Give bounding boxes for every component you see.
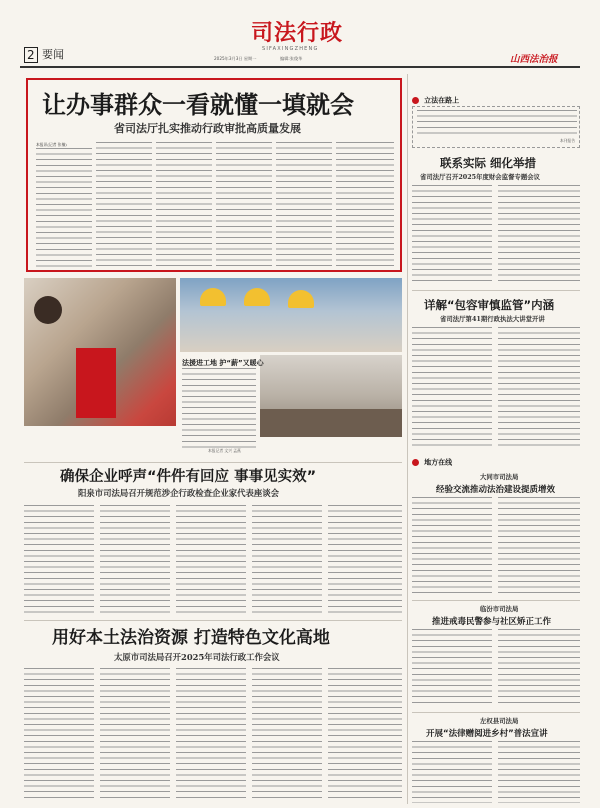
story3-body-col-3 bbox=[176, 668, 246, 802]
sidebar-story3-org: 大同市司法局 bbox=[480, 473, 519, 481]
sidebar-column2-tag bbox=[412, 452, 482, 467]
sidebar-story1-sub: 省司法厅召开2025年度财会监督专题会议 bbox=[420, 173, 541, 181]
sidebar-story5-col-1 bbox=[412, 741, 492, 803]
photo-story-body bbox=[182, 368, 256, 452]
story2-body-col-3 bbox=[176, 505, 246, 613]
photo-left bbox=[24, 278, 176, 426]
divider bbox=[412, 712, 580, 713]
sidebar-story5-org: 左权县司法局 bbox=[480, 717, 519, 725]
notice-sign: 本刊报告 bbox=[559, 138, 575, 143]
story2-subtitle: 阳泉市司法局召开规范涉企行政检查企业家代表座谈会 bbox=[78, 488, 279, 498]
story2-body-col-1 bbox=[24, 505, 94, 613]
sidebar-story3-title[interactable]: 经验交流推动法治建设提质增效 bbox=[436, 485, 556, 495]
lead-body-col-2 bbox=[96, 142, 152, 268]
lead-body-col-3 bbox=[156, 142, 212, 268]
sidebar-story5-col-2 bbox=[498, 741, 580, 803]
sidebar-notice-box bbox=[412, 106, 580, 148]
photo-right-top bbox=[180, 278, 402, 352]
photo-hardhat bbox=[200, 288, 226, 306]
column-separator bbox=[407, 74, 408, 804]
story3-body-col-4 bbox=[252, 668, 322, 802]
section-pinyin: SIFAXINGZHENG bbox=[262, 46, 319, 52]
sidebar-story5-title[interactable]: 开展“法律赠阅进乡村”普法宣讲 bbox=[426, 729, 548, 739]
story3-body-col-1 bbox=[24, 668, 94, 802]
lead-body-col-4 bbox=[216, 142, 272, 268]
editor-line: 编辑:张俊华 bbox=[280, 56, 303, 61]
page-number: 2 bbox=[27, 48, 35, 62]
lead-story-box[interactable] bbox=[26, 78, 402, 272]
divider bbox=[412, 600, 580, 601]
section-label: 要闻 bbox=[42, 48, 64, 61]
lead-body-col-6 bbox=[336, 142, 394, 268]
divider bbox=[412, 290, 580, 291]
sidebar-story2-col-2 bbox=[498, 327, 580, 449]
story2-body-col-4 bbox=[252, 505, 322, 613]
column-tag-icon bbox=[412, 459, 419, 466]
photo-hardhat bbox=[244, 288, 270, 306]
notice-text bbox=[417, 110, 577, 138]
lead-body-col-5 bbox=[276, 142, 332, 268]
photo-story-credit: 本报记者 文兴 孟燕 bbox=[208, 448, 241, 453]
photo-story-title: 法援进工地 护“薪”又暖心 bbox=[182, 359, 264, 367]
sidebar-story4-col-1 bbox=[412, 629, 492, 707]
sidebar-story3-col-1 bbox=[412, 497, 492, 595]
story3-body-col-5 bbox=[328, 668, 402, 802]
sidebar-story1-title[interactable]: 联系实际 细化举措 bbox=[440, 156, 537, 170]
story3-body-col-2 bbox=[100, 668, 170, 802]
lead-subtitle: 省司法厅扎实推动行政审批高质量发展 bbox=[114, 122, 301, 135]
column2-tag-label: 地方在线 bbox=[424, 458, 453, 467]
sidebar-story1-col-1 bbox=[412, 185, 492, 285]
photo-left-banner bbox=[76, 348, 116, 418]
photo-left-figure bbox=[34, 296, 62, 324]
photo-hardhat bbox=[288, 290, 314, 308]
sidebar-story2-col-1 bbox=[412, 327, 492, 449]
sidebar-story3-col-2 bbox=[498, 497, 580, 595]
page-header bbox=[0, 0, 600, 70]
photo-right-mid bbox=[260, 355, 402, 437]
issue-date: 2025年3月3日 星期一 bbox=[214, 56, 257, 61]
sidebar-story2-sub: 省司法厅第41期行政执法大讲堂开讲 bbox=[440, 315, 545, 323]
story3-subtitle: 太原市司法局召开2025年司法行政工作会议 bbox=[114, 652, 280, 662]
sidebar-story2-title[interactable]: 详解“包容审慎监管”内涵 bbox=[424, 298, 555, 312]
sidebar-story4-title[interactable]: 推进戒毒民警参与社区矫正工作 bbox=[432, 617, 552, 627]
sidebar-story4-col-2 bbox=[498, 629, 580, 707]
column-tag-icon bbox=[412, 97, 419, 104]
lead-body-col-1 bbox=[36, 148, 92, 268]
story2-body-col-5 bbox=[328, 505, 402, 613]
sidebar-story1-col-2 bbox=[498, 185, 580, 285]
divider bbox=[24, 462, 402, 463]
divider bbox=[24, 620, 402, 621]
sidebar-column-tag bbox=[412, 90, 482, 105]
story2-body-col-2 bbox=[100, 505, 170, 613]
page-number-box bbox=[24, 47, 38, 63]
masthead-logo: 山西法治报 bbox=[510, 54, 558, 65]
photo-desk bbox=[260, 409, 402, 437]
column-tag-label: 立法在路上 bbox=[424, 96, 460, 105]
sidebar-story4-org: 临汾市司法局 bbox=[480, 605, 519, 613]
header-rule bbox=[20, 66, 580, 68]
lead-byline: 本报讯(记者 张楠) bbox=[36, 142, 67, 147]
story3-title[interactable]: 用好本土法治资源 打造特色文化高地 bbox=[52, 628, 330, 648]
story2-title[interactable]: 确保企业呼声“件件有回应 事事见实效” bbox=[60, 469, 317, 485]
lead-title: 让办事群众一看就懂一填就会 bbox=[42, 91, 354, 119]
section-title: 司法行政 bbox=[251, 21, 344, 46]
